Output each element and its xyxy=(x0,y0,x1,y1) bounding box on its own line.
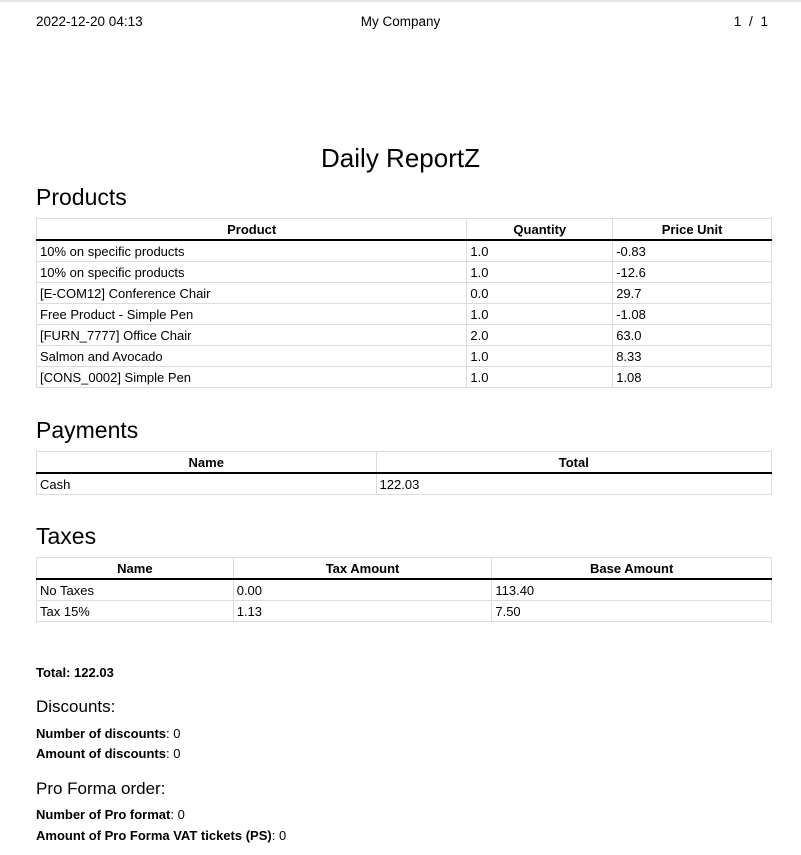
number-of-discounts-label: Number of discounts xyxy=(36,726,167,741)
amount-of-pro-forma-vat-label: Amount of Pro Forma VAT tickets (PS) xyxy=(36,828,272,843)
base-amount-cell: 7.50 xyxy=(492,601,772,622)
table-row xyxy=(37,262,772,283)
column-header-price-unit: Price Unit xyxy=(613,219,772,241)
price-unit-cell: -1.08 xyxy=(613,304,772,325)
column-header-total: Total xyxy=(376,452,771,474)
product-name-cell: 10% on specific products xyxy=(37,262,467,283)
number-of-pro-format-label: Number of Pro format xyxy=(36,807,171,822)
amount-of-pro-forma-vat-value: 0 xyxy=(278,828,287,843)
number-of-discounts-value: 0 xyxy=(173,726,181,741)
amount-of-discounts-value: 0 xyxy=(173,746,181,761)
report-total xyxy=(36,665,114,680)
report-datetime: 2022-12-20 04:13 xyxy=(36,14,143,29)
products-section-title: Products xyxy=(36,184,127,210)
page-top-border xyxy=(0,0,801,2)
table-row xyxy=(37,240,772,262)
quantity-cell: 1.0 xyxy=(467,262,613,283)
payments-table xyxy=(36,451,772,495)
number-of-pro-format-value: 0 xyxy=(177,807,185,822)
amount-of-pro-forma-vat: Amount of Pro Forma VAT tickets (PS): 0 xyxy=(36,828,287,843)
column-header-tax-amount: Tax Amount xyxy=(233,558,492,580)
table-header-row xyxy=(37,219,772,241)
payments-section-title: Payments xyxy=(36,417,139,443)
product-name-cell: Salmon and Avocado xyxy=(37,346,467,367)
price-unit-cell: 8.33 xyxy=(613,346,772,367)
product-name-cell: 10% on specific products xyxy=(37,240,467,262)
quantity-cell: 1.0 xyxy=(467,240,613,262)
tax-name-cell: No Taxes xyxy=(37,579,234,601)
table-row xyxy=(37,283,772,304)
column-header-name: Name xyxy=(37,452,377,474)
amount-of-discounts-label: Amount of discounts xyxy=(36,746,166,761)
column-header-name: Name xyxy=(37,558,234,580)
base-amount-cell: 113.40 xyxy=(492,579,772,601)
product-name-cell: Free Product - Simple Pen xyxy=(37,304,467,325)
quantity-cell: 0.0 xyxy=(467,283,613,304)
discounts-title: Discounts: xyxy=(36,697,116,716)
quantity-cell: 1.0 xyxy=(467,346,613,367)
report-title: Daily ReportZ xyxy=(321,143,480,173)
price-unit-cell: 1.08 xyxy=(613,367,772,388)
amount-of-discounts: Amount of discounts: 0 xyxy=(36,746,181,761)
price-unit-cell: -12.6 xyxy=(613,262,772,283)
table-row xyxy=(37,346,772,367)
total-value: 122.03 xyxy=(74,665,114,680)
product-name-cell: [E-COM12] Conference Chair xyxy=(37,283,467,304)
payment-name-cell: Cash xyxy=(37,473,377,495)
table-header-row xyxy=(37,558,772,580)
price-unit-cell: 63.0 xyxy=(613,325,772,346)
table-row xyxy=(37,473,772,495)
quantity-cell: 1.0 xyxy=(467,304,613,325)
price-unit-cell: -0.83 xyxy=(613,240,772,262)
table-row xyxy=(37,601,772,622)
company-name: My Company xyxy=(360,14,441,29)
price-unit-cell: 29.7 xyxy=(613,283,772,304)
column-header-quantity: Quantity xyxy=(467,219,613,241)
payment-total-cell: 122.03 xyxy=(376,473,771,495)
column-header-product: Product xyxy=(37,219,467,241)
product-name-cell: [FURN_7777] Office Chair xyxy=(37,325,467,346)
tax-amount-cell: 1.13 xyxy=(233,601,492,622)
quantity-cell: 2.0 xyxy=(467,325,613,346)
pro-forma-title: Pro Forma order: xyxy=(36,779,166,798)
table-header-row xyxy=(37,452,772,474)
table-row xyxy=(37,304,772,325)
taxes-table xyxy=(36,557,772,622)
tax-amount-cell: 0.00 xyxy=(233,579,492,601)
number-of-discounts: Number of discounts: 0 xyxy=(36,726,181,741)
number-of-pro-format: Number of Pro format: 0 xyxy=(36,807,185,822)
table-row xyxy=(37,325,772,346)
table-row xyxy=(37,579,772,601)
page-number: 1 / 1 xyxy=(733,14,768,29)
taxes-section-title: Taxes xyxy=(36,523,97,549)
product-name-cell: [CONS_0002] Simple Pen xyxy=(37,367,467,388)
products-table xyxy=(36,218,772,388)
quantity-cell: 1.0 xyxy=(467,367,613,388)
total-label: Total: xyxy=(36,665,71,680)
column-header-base-amount: Base Amount xyxy=(492,558,772,580)
tax-name-cell: Tax 15% xyxy=(37,601,234,622)
table-row xyxy=(37,367,772,388)
